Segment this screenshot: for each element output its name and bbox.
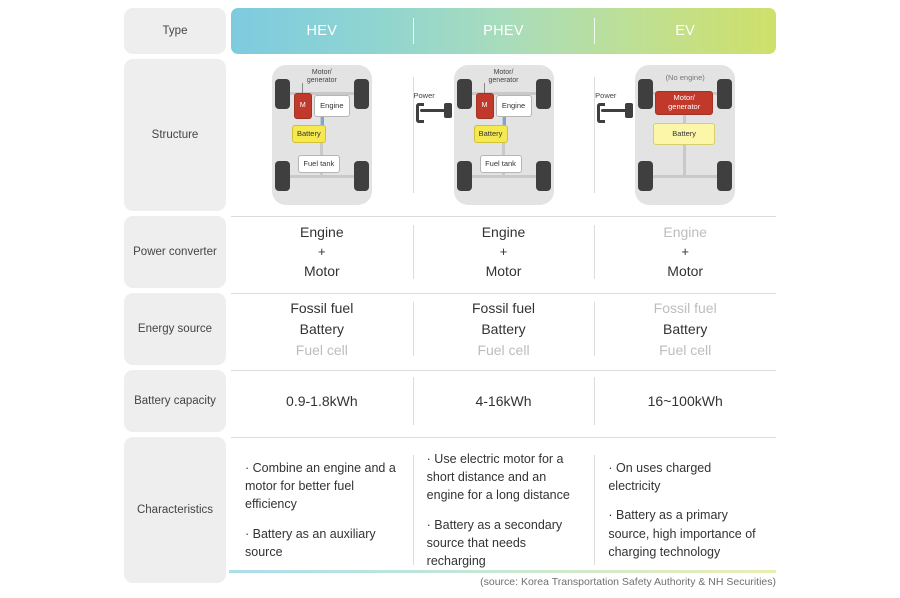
table-row-battery-capacity bbox=[124, 370, 776, 432]
plug-prong bbox=[597, 103, 605, 123]
header-gradient-bar bbox=[231, 8, 776, 54]
energy-source-line1-ev: Fossil fuel bbox=[653, 299, 717, 316]
battery-box-ev: Battery bbox=[653, 123, 715, 145]
energy-source-line3-hev: Fuel cell bbox=[295, 341, 348, 358]
characteristics-item: · Battery as a secondary source that needs recharging bbox=[426, 517, 563, 568]
battery-capacity-value-ev: 16~100kWh bbox=[647, 392, 723, 409]
battery-box-hev: Battery bbox=[292, 125, 326, 143]
power-converter-line1-phev: Engine bbox=[481, 224, 526, 241]
motor-lead-line bbox=[302, 83, 303, 93]
energy-source-line2-phev: Battery bbox=[481, 320, 526, 337]
motor-generator-caption-phev: Motor/ generator bbox=[488, 69, 519, 84]
column-header-ev[interactable]: EV bbox=[594, 8, 776, 54]
plug-cable bbox=[420, 109, 446, 112]
table-row-power-converter bbox=[124, 216, 776, 288]
power-converter-plus-phev: + bbox=[499, 244, 508, 260]
power-converter-plus-ev: + bbox=[681, 244, 689, 260]
row-label-battery-capacity: Battery capacity bbox=[124, 370, 226, 432]
energy-source-cell-phev bbox=[413, 293, 595, 365]
power-converter-line2-hev: Motor bbox=[303, 262, 340, 279]
plug-prong bbox=[416, 103, 424, 123]
characteristics-item: · Use electric motor for a short distance and an engine for a long distance bbox=[426, 452, 570, 503]
battery-capacity-cell-ev bbox=[594, 370, 776, 432]
wheel-rear-left-icon bbox=[275, 161, 290, 191]
energy-source-cell-hev bbox=[231, 293, 413, 365]
column-header-hev[interactable]: HEV bbox=[306, 23, 338, 39]
wheel-rear-left-icon bbox=[457, 161, 472, 191]
power-converter-plus-hev: + bbox=[318, 244, 326, 260]
energy-source-line3-phev: Fuel cell bbox=[477, 341, 530, 358]
characteristics-item: · On uses charged electricity bbox=[608, 461, 712, 494]
source-note: (source: Korea Transportation Safety Authority & NH Securities) bbox=[480, 576, 776, 588]
motor-generator-caption-hev: Motor/ generator bbox=[306, 69, 337, 84]
power-converter-line1-hev: Engine bbox=[300, 224, 344, 241]
power-converter-line2-ev: Motor bbox=[667, 262, 704, 279]
wheel-rear-left-icon bbox=[638, 161, 653, 191]
power-plug-label-ev: Power bbox=[595, 91, 617, 100]
power-plug-icon-ev bbox=[595, 91, 637, 123]
structure-cell-ev bbox=[594, 59, 776, 211]
motor-lead-line bbox=[484, 83, 485, 93]
power-plug-icon-phev bbox=[413, 91, 456, 123]
wheel-front-left-icon bbox=[638, 79, 653, 109]
table-row-energy-source bbox=[124, 293, 776, 365]
power-converter-cell-hev bbox=[231, 216, 413, 288]
wheel-rear-right-icon bbox=[536, 161, 551, 191]
characteristics-item: · Battery as an auxiliary source bbox=[245, 526, 376, 559]
car-diagram-phev bbox=[413, 65, 554, 205]
battery-box-phev: Battery bbox=[474, 125, 508, 143]
battery-capacity-value-phev: 4-16kWh bbox=[475, 392, 532, 409]
characteristics-cell-phev bbox=[413, 437, 595, 583]
bottom-gradient-bar bbox=[229, 570, 776, 573]
table-header-row bbox=[124, 8, 776, 54]
car-diagram-hev bbox=[272, 65, 372, 205]
row-label-characteristics: Characteristics bbox=[124, 437, 226, 583]
battery-capacity-value-hev: 0.9-1.8kWh bbox=[286, 392, 358, 409]
wheel-front-right-icon bbox=[717, 79, 732, 109]
plug-head bbox=[444, 103, 452, 118]
wheel-front-left-icon bbox=[275, 79, 290, 109]
plug-cable bbox=[601, 109, 627, 112]
structure-cell-hev bbox=[231, 59, 413, 211]
row-label-energy-source: Energy source bbox=[124, 293, 226, 365]
car-diagram-ev bbox=[595, 65, 735, 205]
fuel-tank-box-hev: Fuel tank bbox=[298, 155, 340, 173]
comparison-table bbox=[124, 8, 776, 583]
plug-head bbox=[625, 103, 633, 118]
structure-cell-phev bbox=[413, 59, 595, 211]
column-header-phev[interactable]: PHEV bbox=[413, 8, 595, 54]
power-converter-line2-phev: Motor bbox=[485, 262, 522, 279]
motor-generator-box-ev: Motor/ generator bbox=[655, 91, 713, 115]
wheel-front-right-icon bbox=[536, 79, 551, 109]
no-engine-caption-ev: (No engine) bbox=[665, 73, 705, 82]
engine-box-hev: Engine bbox=[314, 95, 350, 117]
table-row-characteristics bbox=[124, 437, 776, 583]
energy-source-line3-ev: Fuel cell bbox=[659, 341, 712, 358]
power-converter-cell-phev bbox=[413, 216, 595, 288]
energy-source-line2-hev: Battery bbox=[299, 320, 345, 337]
energy-source-line2-ev: Battery bbox=[663, 320, 708, 337]
motor-box-phev: M bbox=[476, 93, 494, 119]
power-converter-cell-ev bbox=[594, 216, 776, 288]
power-converter-line1-ev: Engine bbox=[663, 224, 707, 241]
characteristics-item: · Combine an engine and a motor for better fuel efficiency bbox=[245, 461, 396, 512]
characteristics-item: · Battery as a primary source, high importance of charging technology bbox=[608, 508, 756, 559]
energy-source-line1-phev: Fossil fuel bbox=[471, 299, 536, 316]
battery-capacity-cell-hev bbox=[231, 370, 413, 432]
energy-source-cell-ev bbox=[594, 293, 776, 365]
wheel-front-left-icon bbox=[457, 79, 472, 109]
wheel-rear-right-icon bbox=[354, 161, 369, 191]
power-plug-label-phev: Power bbox=[413, 91, 435, 100]
motor-box-hev: M bbox=[294, 93, 312, 119]
wheel-rear-right-icon bbox=[717, 161, 732, 191]
table-row-structure bbox=[124, 59, 776, 211]
characteristics-cell-ev bbox=[594, 437, 776, 583]
engine-box-phev: Engine bbox=[496, 95, 532, 117]
row-label-type: Type bbox=[124, 8, 226, 54]
row-label-power-converter: Power converter bbox=[124, 216, 226, 288]
row-label-structure: Structure bbox=[124, 59, 226, 211]
fuel-tank-box-phev: Fuel tank bbox=[480, 155, 522, 173]
characteristics-cell-hev bbox=[231, 437, 413, 583]
battery-capacity-cell-phev bbox=[413, 370, 595, 432]
energy-source-line1-hev: Fossil fuel bbox=[290, 299, 354, 316]
wheel-front-right-icon bbox=[354, 79, 369, 109]
